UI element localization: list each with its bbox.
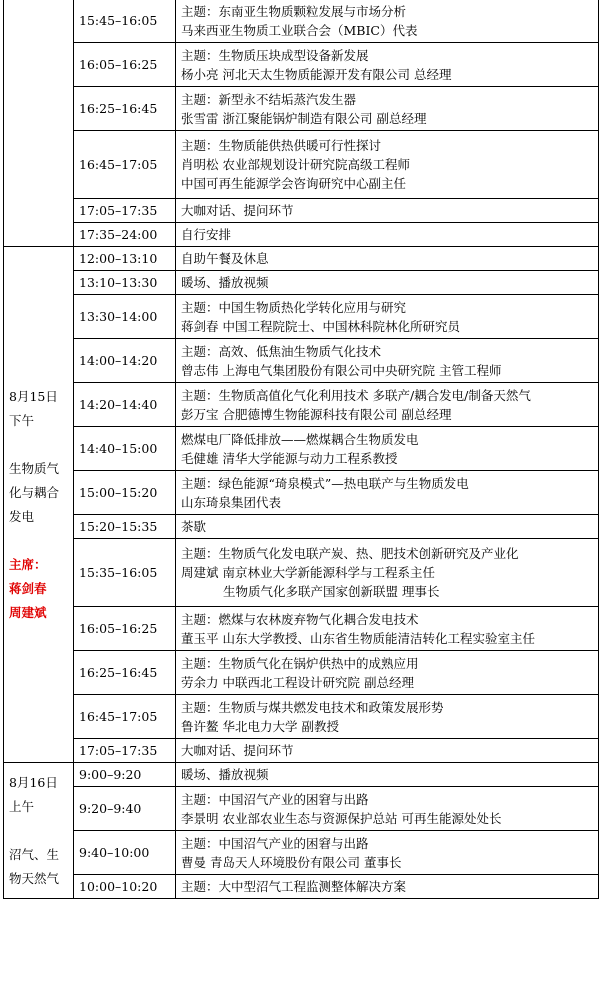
- time-slot: 13:10–13:30: [74, 271, 176, 295]
- time-slot: 14:00–14:20: [74, 339, 176, 383]
- session-topic: [176, 247, 599, 271]
- speaker-line: 曹曼 青岛天人环境股份有限公司 董事长: [181, 854, 402, 870]
- speaker-line: 张雪雷 浙江聚能锅炉制造有限公司 副总经理: [181, 110, 427, 126]
- schedule-row: [4, 339, 599, 383]
- topic-title: 暖场、播放视频: [181, 767, 269, 782]
- speaker-line: 鲁许鳌 华北电力大学 副教授: [181, 718, 339, 734]
- schedule-row: [4, 383, 599, 427]
- chair-label: 主席：: [9, 556, 47, 572]
- session-topic: [176, 831, 599, 875]
- time-slot: 17:05–17:35: [74, 199, 176, 223]
- speaker-line: 李景明 农业部农业生态与资源保护总站 可再生能源处处长: [181, 810, 502, 826]
- time-slot: 17:35–24:00: [74, 223, 176, 247]
- topic-title: 主题：中国生物质热化学转化应用与研究: [181, 299, 407, 315]
- schedule-row: [4, 87, 599, 131]
- topic-title: 主题：中国沼气产业的困窘与出路: [181, 835, 369, 851]
- chair-name: 周建斌: [9, 604, 47, 620]
- schedule-row: [4, 271, 599, 295]
- time-slot: 15:45–16:05: [74, 0, 176, 43]
- time-slot: 16:25–16:45: [74, 651, 176, 695]
- time-slot: 14:40–15:00: [74, 427, 176, 471]
- time-slot: 16:05–16:25: [74, 43, 176, 87]
- topic-title: 大咖对话、提问环节: [181, 743, 294, 758]
- time-slot: 15:00–15:20: [74, 471, 176, 515]
- session-topic: [176, 539, 599, 607]
- topic-title: 主题：生物质气化发电联产炭、热、肥技术创新研究及产业化: [181, 546, 519, 561]
- day-label: 8月16日: [9, 774, 58, 790]
- time-slot: 10:00–10:20: [74, 875, 176, 899]
- speaker-line: 曾志伟 上海电气集团股份有限公司中央研究院 主管工程师: [181, 362, 502, 378]
- spacer: [9, 529, 68, 553]
- session-topic: [176, 295, 599, 339]
- schedule-row: [4, 0, 599, 43]
- time-slot: 9:40–10:00: [74, 831, 176, 875]
- session-topic: [176, 0, 599, 43]
- topic-title: 自助午餐及休息: [181, 251, 269, 266]
- topic-title: 主题：生物质高值化气化利用技术 多联产/耦合发电/制备天然气: [181, 387, 531, 403]
- speaker-line: 毛健雄 清华大学能源与动力工程系教授: [181, 450, 398, 466]
- topic-title: 主题：新型永不结垢蒸汽发生器: [181, 91, 357, 107]
- schedule-row: [4, 199, 599, 223]
- day-cell-aug15: [4, 247, 74, 763]
- schedule-row: [4, 539, 599, 607]
- schedule-row: [4, 471, 599, 515]
- topic-title: 主题：大中型沼气工程监测整体解决方案: [181, 879, 407, 894]
- topic-title: 主题：高效、低焦油生物质气化技术: [181, 343, 382, 359]
- schedule-row: [4, 739, 599, 763]
- topic-title: 主题：生物质与煤共燃发电技术和政策发展形势: [181, 699, 444, 715]
- schedule-row: [4, 875, 599, 899]
- topic-title: 主题：生物质压块成型设备新发展: [181, 47, 369, 63]
- speaker-line: 蒋剑春 中国工程院院士、中国林科院林化所研究员: [181, 318, 460, 334]
- topic-title: 主题：东南亚生物质颗粒发展与市场分析: [181, 3, 407, 19]
- session-topic: [176, 875, 599, 899]
- time-slot: 16:05–16:25: [74, 607, 176, 651]
- topic-title: 燃煤电厂降低排放——燃煤耦合生物质发电: [181, 431, 419, 447]
- speaker-affiliation: 生物质气化多联产国家创新联盟 理事长: [223, 584, 440, 599]
- topic-title: 茶歇: [181, 519, 207, 534]
- session-topic: [176, 607, 599, 651]
- topic-title: 主题：燃煤与农林废弃物气化耦合发电技术: [181, 611, 419, 627]
- topic-title: 主题：中国沼气产业的困窘与出路: [181, 791, 369, 807]
- schedule-row: [4, 787, 599, 831]
- time-slot: 12:00–13:10: [74, 247, 176, 271]
- day-cell-aug16: [4, 763, 74, 899]
- session-topic: [176, 695, 599, 739]
- session-topic: [176, 199, 599, 223]
- topic-title: 自行安排: [181, 227, 232, 242]
- time-slot: 17:05–17:35: [74, 739, 176, 763]
- speaker-line: 杨小亮 河北天太生物质能源开发有限公司 总经理: [181, 66, 452, 82]
- day-cell-continued: [4, 0, 74, 247]
- topic-title: 大咖对话、提问环节: [181, 203, 294, 218]
- schedule-table: [3, 0, 599, 899]
- session-topic: [176, 271, 599, 295]
- spacer: [9, 819, 68, 843]
- time-slot: 15:35–16:05: [74, 539, 176, 607]
- speaker-line: 肖明松 农业部规划设计研究院高级工程师: [181, 157, 410, 172]
- session-topic: [176, 427, 599, 471]
- speaker-line: 中国可再生能源学会咨询研究中心副主任: [181, 176, 407, 191]
- session-topic: [176, 651, 599, 695]
- time-slot: 15:20–15:35: [74, 515, 176, 539]
- session-topic: [176, 131, 599, 199]
- topic-title: 主题：生物质能供热供暖可行性探讨: [181, 138, 382, 153]
- time-slot: 16:25–16:45: [74, 87, 176, 131]
- session-topic: [176, 515, 599, 539]
- time-slot: 9:00–9:20: [74, 763, 176, 787]
- schedule-row: [4, 831, 599, 875]
- speaker-line: 周建斌 南京林业大学新能源科学与工程系主任: [181, 565, 435, 580]
- time-slot: 16:45–17:05: [74, 131, 176, 199]
- schedule-row: [4, 43, 599, 87]
- speaker-line: 马来西亚生物质工业联合会（MBIC）代表: [181, 22, 418, 38]
- session-topic: [176, 223, 599, 247]
- session-topic: [176, 339, 599, 383]
- speaker-line: 董玉平 山东大学教授、山东省生物质能清洁转化工程实验室主任: [181, 630, 535, 646]
- topic-title: 主题：生物质气化在锅炉供热中的成熟应用: [181, 655, 419, 671]
- session-name: 物天然气: [9, 870, 60, 886]
- schedule-row: [4, 763, 599, 787]
- session-name: 化与耦合: [9, 484, 60, 500]
- day-label: 下午: [9, 412, 35, 428]
- spacer: [9, 433, 68, 457]
- session-topic: [176, 383, 599, 427]
- session-name: 发电: [9, 508, 35, 524]
- session-name: 沼气、生: [9, 846, 60, 862]
- schedule-row: [4, 223, 599, 247]
- chair-name: 蒋剑春: [9, 580, 47, 596]
- topic-title: 主题：绿色能源“琦泉模式”—热电联产与生物质发电: [181, 475, 469, 491]
- day-label: 8月15日: [9, 388, 58, 404]
- session-topic: [176, 43, 599, 87]
- time-slot: 14:20–14:40: [74, 383, 176, 427]
- session-name: 生物质气: [9, 460, 60, 476]
- speaker-line: 山东琦泉集团代表: [181, 494, 282, 510]
- speaker-line: 劳余力 中联西北工程设计研究院 副总经理: [181, 674, 414, 690]
- speaker-line: 彭万宝 合肥德博生物能源科技有限公司 副总经理: [181, 406, 452, 422]
- time-slot: 9:20–9:40: [74, 787, 176, 831]
- schedule-row: [4, 131, 599, 199]
- time-slot: 13:30–14:00: [74, 295, 176, 339]
- schedule-row: [4, 427, 599, 471]
- session-topic: [176, 787, 599, 831]
- session-topic: [176, 471, 599, 515]
- time-slot: 16:45–17:05: [74, 695, 176, 739]
- schedule-row: [4, 295, 599, 339]
- session-topic: [176, 739, 599, 763]
- schedule-body: [4, 0, 599, 899]
- session-topic: [176, 87, 599, 131]
- schedule-row: [4, 607, 599, 651]
- schedule-row: [4, 651, 599, 695]
- session-topic: [176, 763, 599, 787]
- topic-title: 暖场、播放视频: [181, 275, 269, 290]
- schedule-row: [4, 515, 599, 539]
- schedule-row: [4, 695, 599, 739]
- schedule-row: [4, 247, 599, 271]
- day-label: 上午: [9, 798, 35, 814]
